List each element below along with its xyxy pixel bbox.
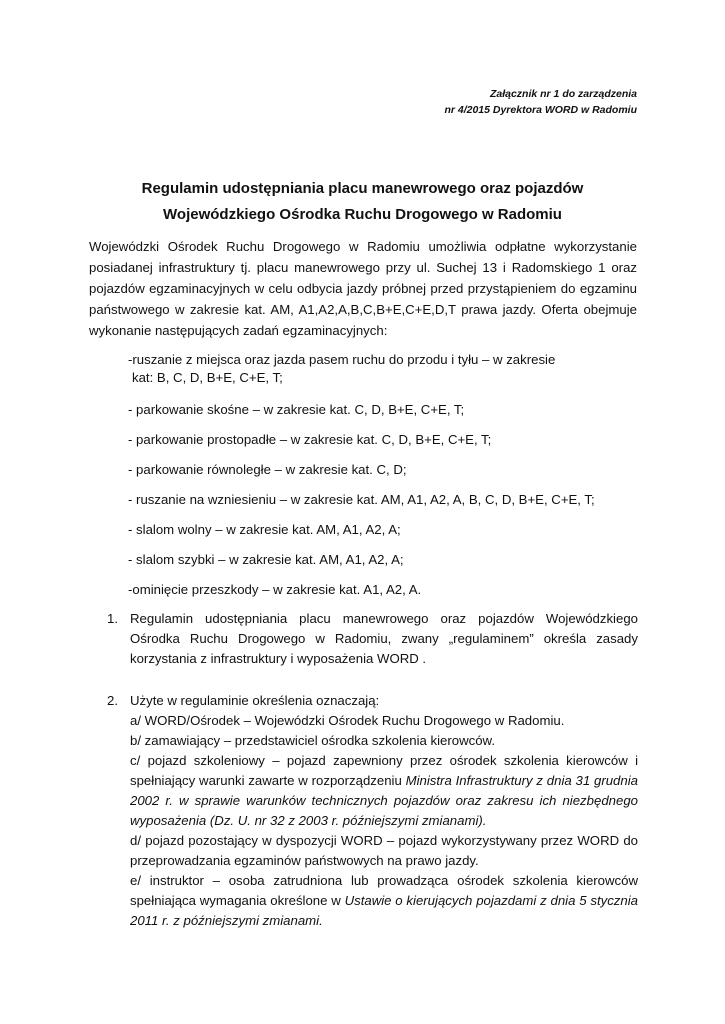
offer-item [128, 351, 555, 387]
document-title [0, 176, 725, 228]
definition-e-text: e/ instruktor – osoba zatrudniona lub prowadząca ośrodek szkolenia kierowców spełniająca wymagania określone w [130, 873, 638, 908]
offer-item: - parkowanie skośne – w zakresie kat. C, D, B+E, C+E, T; [128, 402, 465, 417]
item-2-body [130, 691, 638, 931]
annex-header [444, 86, 637, 118]
definition-c [130, 751, 638, 831]
item-number-2: 2. [107, 693, 118, 708]
definition-d: d/ pojazd pozostający w dyspozycji WORD – pojazd wykorzystywany przez WORD do przeprowadzania egzaminów państwowych na prawo jazdy. [130, 833, 638, 868]
offer-item: -ominięcie przeszkody – w zakresie kat. A1, A2, A. [128, 582, 422, 597]
offer-item: - parkowanie równoległe – w zakresie kat. C, D; [128, 462, 407, 477]
definition-c-regulation: Ministra Infrastruktury z dnia 31 grudnia 2002 r. w sprawie warunków technicznych pojazdów oraz zakresu ich niezbędnego wyposażenia (Dz. U. nr 32 z 2003 r. późniejszymi zmianami). [130, 773, 638, 828]
item-number-1: 1. [107, 611, 118, 626]
definition-e-act: Ustawie o kierujących pojazdami z dnia 5 stycznia 2011 r. z późniejszymi zmianami. [130, 893, 638, 928]
offer-text: -ruszanie z miejsca oraz jazda pasem ruchu do przodu i tyłu – w zakresie [128, 352, 556, 367]
definition-e [130, 871, 638, 931]
annex-line-2: nr 4/2015 Dyrektora WORD w Radomiu [444, 104, 637, 116]
annex-line-1: Załącznik nr 1 do zarządzenia [489, 88, 637, 100]
title-line-1: Regulamin udostępniania placu manewrowego oraz pojazdów [141, 180, 584, 197]
item-1-text: Regulamin udostępniania placu manewrowego oraz pojazdów Wojewódzkiego Ośrodka Ruchu Drogowego w Radomiu, zwany „regulaminem” określa zasady korzystania z infrastruktury i wyposażenia WORD . [130, 611, 638, 666]
offer-item: - slalom wolny – w zakresie kat. AM, A1, A2, A; [128, 522, 401, 537]
intro-paragraph: Wojewódzki Ośrodek Ruchu Drogowego w Radomiu umożliwia odpłatne wykorzystanie posiadanej infrastruktury tj. placu manewrowego przy ul. Suchej 13 i Radomskiego 1 oraz pojazdów egzaminacyjnych w celu odbycia jazdy próbnej przed przystąpieniem do egzaminu państwowego w zakresie kat. AM, A1,A2,A,B,C,B+E,C+E,D,T prawa jazdy. Oferta obejmuje wykonanie następujących zadań egzaminacyjnych: [89, 239, 637, 338]
item-2-lead: Użyte w regulaminie określenia oznaczają: [130, 693, 380, 708]
offer-text-continuation: kat: B, C, D, B+E, C+E, T; [132, 370, 283, 385]
title-line-2: Wojewódzkiego Ośrodka Ruchu Drogowego w Radomiu [163, 206, 562, 223]
definition-b: b/ zamawiający – przedstawiciel ośrodka szkolenia kierowców. [130, 733, 496, 748]
offer-item: - parkowanie prostopadłe – w zakresie kat. C, D, B+E, C+E, T; [128, 432, 492, 447]
definition-a: a/ WORD/Ośrodek – Wojewódzki Ośrodek Ruchu Drogowego w Radomiu. [130, 713, 565, 728]
definition-c-text: c/ pojazd szkoleniowy – pojazd zapewniony przez ośrodek szkolenia kierowców i spełniający warunki zawarte w rozporządzeniu [130, 753, 638, 788]
offer-item: - ruszanie na wzniesieniu – w zakresie kat. AM, A1, A2, A, B, C, D, B+E, C+E, T; [128, 492, 595, 507]
offer-item: - slalom szybki – w zakresie kat. AM, A1, A2, A; [128, 552, 404, 567]
